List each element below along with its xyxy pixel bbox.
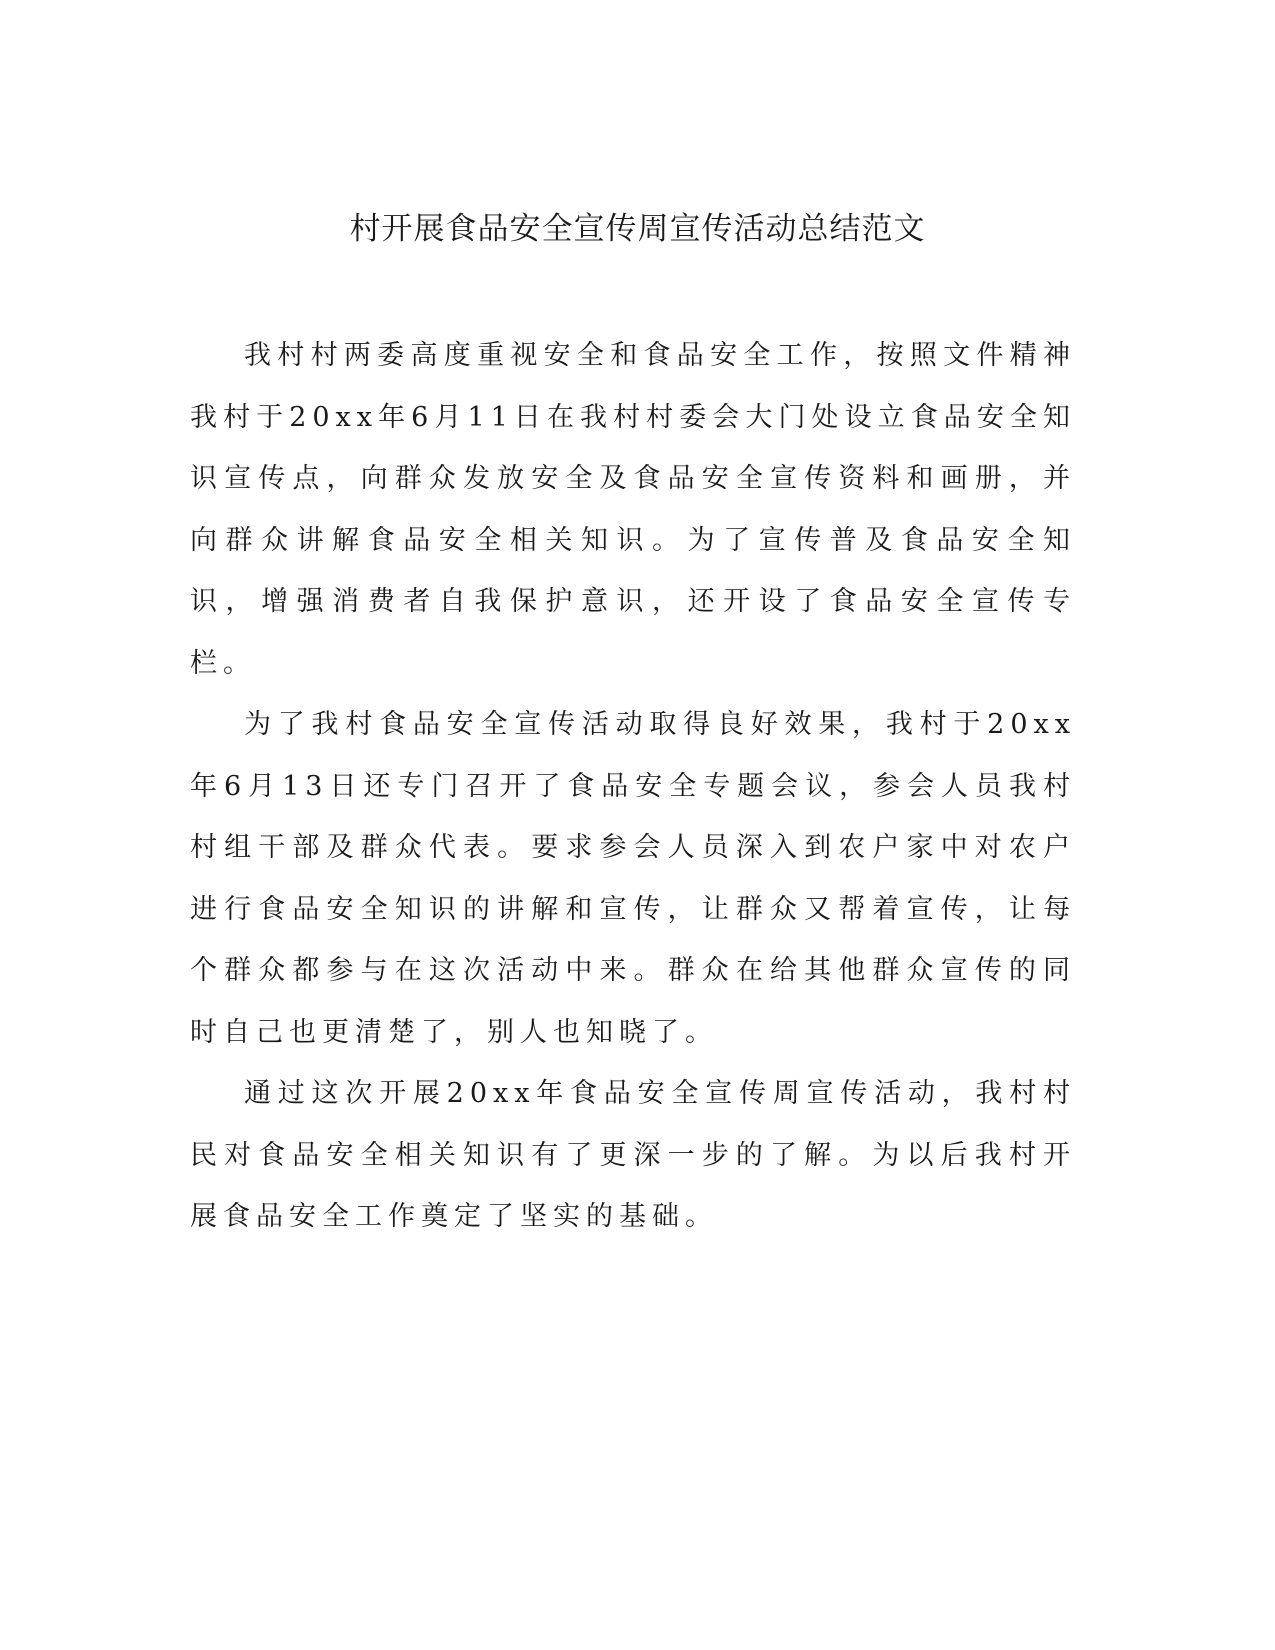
document-title: 村开展食品安全宣传周宣传活动总结范文 [349, 211, 926, 247]
paragraph-3: 通过这次开展20xx年食品安全宣传周宣传活动，我村村民对食品安全相关知识有了更深一步的了解。为以后我村开展食品安全工作奠定了坚实的基础。 [190, 1078, 1076, 1232]
paragraph-1: 我村村两委高度重视安全和食品安全工作，按照文件精神我村于20xx年6月11日在我村村委会大门处设立食品安全知识宣传点，向群众发放安全及食品安全宣传资料和画册，并向群众讲解食品安全相关知识。为了宣传普及食品安全知识，增强消费者自我保护意识，还开设了食品安全宣传专栏。 [190, 340, 1076, 679]
document-body [190, 325, 1076, 1248]
paragraph-2: 为了我村食品安全宣传活动取得良好效果，我村于20xx年6月13日还专门召开了食品安全专题会议，参会人员我村村组干部及群众代表。要求参会人员深入到农户家中对农户进行食品安全知识的讲解和宣传，让群众又帮着宣传，让每个群众都参与在这次活动中来。群众在给其他群众宣传的同时自己也更清楚了，别人也知晓了。 [190, 709, 1076, 1048]
